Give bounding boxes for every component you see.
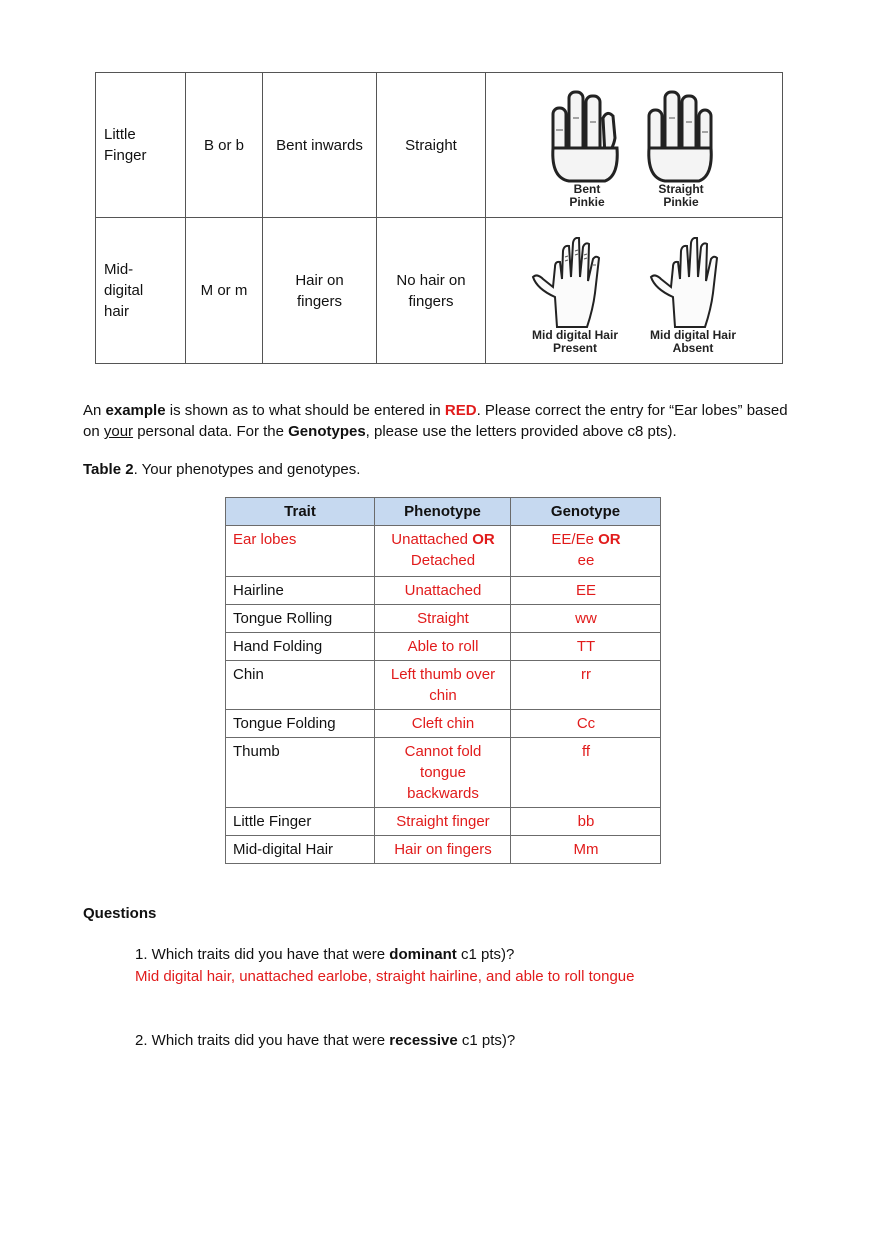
phenotype-cell: Cleft chin: [375, 710, 511, 738]
genotype-cell: ww: [511, 605, 661, 633]
straight-pinkie-caption: Straight Pinkie: [658, 182, 704, 209]
intro-text: , please use the letters provided above с8 pts).: [365, 423, 677, 440]
header-genotype: Genotype: [511, 498, 661, 526]
open-hand-no-hair-icon: [645, 237, 741, 329]
genotype-cell: ff: [511, 738, 661, 808]
table-row: [226, 808, 661, 836]
trait-cell: Chin: [226, 661, 375, 710]
trait-cell: Mid-digital Hair: [226, 836, 375, 864]
trait-cell: Hairline: [226, 577, 375, 605]
genotype-cell: EE: [511, 577, 661, 605]
pinkie-illustration: [486, 73, 783, 218]
table-row: [226, 738, 661, 808]
intro-text: is shown as to what should be entered in: [165, 402, 445, 419]
trait-reference-table: [95, 72, 783, 364]
table-row: [226, 661, 661, 710]
genotype-cell: Cc: [511, 710, 661, 738]
phenotype-text: Unattached: [391, 531, 473, 548]
question-2: [135, 1030, 515, 1051]
hair-absent-figure: [643, 237, 743, 355]
question-text: с1 pts)?: [456, 946, 515, 963]
header-phenotype: Phenotype: [375, 498, 511, 526]
straight-pinkie-figure: [643, 88, 719, 209]
table-caption-text: . Your phenotypes and genotypes.: [133, 461, 361, 478]
answer-1: Mid digital hair, unattached earlobe, straight hairline, and able to roll tongue: [135, 968, 635, 985]
phenotype-cell: Able to roll: [375, 633, 511, 661]
trait-cell: Ear lobes: [226, 526, 375, 577]
question-keyword: dominant: [389, 946, 457, 963]
question-text: 2. Which traits did you have that were: [135, 1032, 390, 1049]
table-row: [226, 577, 661, 605]
header-trait: Trait: [226, 498, 375, 526]
table-row: [226, 526, 661, 577]
intro-bold-example: example: [105, 402, 166, 419]
phenotype-cell: Straight finger: [375, 808, 511, 836]
table-row: [226, 633, 661, 661]
phenotype-text: Detached: [410, 552, 476, 569]
trait-cell: Tongue Folding: [226, 710, 375, 738]
dominant-phenotype-text: Hair on fingers: [295, 271, 344, 310]
hair-present-figure: [525, 237, 625, 355]
hair-present-caption: Mid digital Hair Present: [531, 328, 618, 355]
mid-digital-hair-illustration: [486, 218, 783, 364]
intro-red-keyword: RED: [444, 402, 477, 419]
instructions-paragraph: [83, 400, 803, 442]
allele-letters: B or b: [186, 73, 263, 218]
phenotype-text: Cannot fold tongue backwards: [404, 743, 482, 802]
genotype-text: ee: [577, 552, 595, 569]
question-text: с1 pts)?: [457, 1032, 516, 1049]
phenotype-genotype-table: [225, 497, 661, 864]
intro-text: An: [83, 402, 106, 419]
intro-text: personal data. For the: [133, 423, 289, 440]
phenotype-cell: Straight: [375, 605, 511, 633]
question-keyword: recessive: [389, 1032, 458, 1049]
intro-text: . Please correct the entry for “Ear lobes” based on: [83, 402, 788, 440]
phenotype-cell: [375, 526, 511, 577]
bent-pinkie-hand-icon: [549, 88, 625, 183]
recessive-phenotype: [377, 218, 486, 364]
trait-row-little-finger: [96, 73, 783, 218]
open-hand-hair-icon: [527, 237, 623, 329]
genotype-or: OR: [598, 531, 621, 548]
table-row: [226, 710, 661, 738]
trait-cell: Hand Folding: [226, 633, 375, 661]
table-caption-label: Table 2: [83, 461, 134, 478]
genotype-cell: TT: [511, 633, 661, 661]
genotype-cell: rr: [511, 661, 661, 710]
table-header-row: [226, 498, 661, 526]
allele-letters: M or m: [186, 218, 263, 364]
trait-name: Little Finger: [96, 73, 186, 218]
dominant-phenotype: [263, 218, 377, 364]
table-row: [226, 605, 661, 633]
intro-underlined-your: your: [103, 423, 134, 440]
trait-row-mid-digital-hair: [96, 218, 783, 364]
bent-pinkie-figure: [549, 88, 625, 209]
trait-cell: Thumb: [226, 738, 375, 808]
recessive-phenotype-text: No hair on fingers: [396, 271, 466, 310]
bent-pinkie-caption: Bent Pinkie: [569, 182, 605, 209]
trait-name: Mid-digital hair: [96, 218, 186, 364]
phenotype-cell: [375, 738, 511, 808]
questions-heading: Questions: [83, 905, 157, 922]
intro-bold-genotypes: Genotypes: [288, 423, 366, 440]
genotype-cell: [511, 526, 661, 577]
phenotype-cell: Unattached: [375, 577, 511, 605]
question-text: 1. Which traits did you have that were: [135, 946, 390, 963]
trait-cell: Little Finger: [226, 808, 375, 836]
phenotype-cell: Hair on fingers: [375, 836, 511, 864]
genotype-cell: Mm: [511, 836, 661, 864]
genotype-text: EE/Ee: [551, 531, 599, 548]
table-caption: [83, 459, 803, 480]
genotype-cell: bb: [511, 808, 661, 836]
question-1: [135, 944, 514, 965]
hair-absent-caption: Mid digital Hair Absent: [649, 328, 736, 355]
recessive-phenotype: Straight: [377, 73, 486, 218]
phenotype-cell: Left thumb over chin: [375, 661, 511, 710]
trait-cell: Tongue Rolling: [226, 605, 375, 633]
phenotype-or: OR: [472, 531, 495, 548]
straight-pinkie-hand-icon: [643, 88, 719, 183]
dominant-phenotype: Bent inwards: [263, 73, 377, 218]
table-row: [226, 836, 661, 864]
